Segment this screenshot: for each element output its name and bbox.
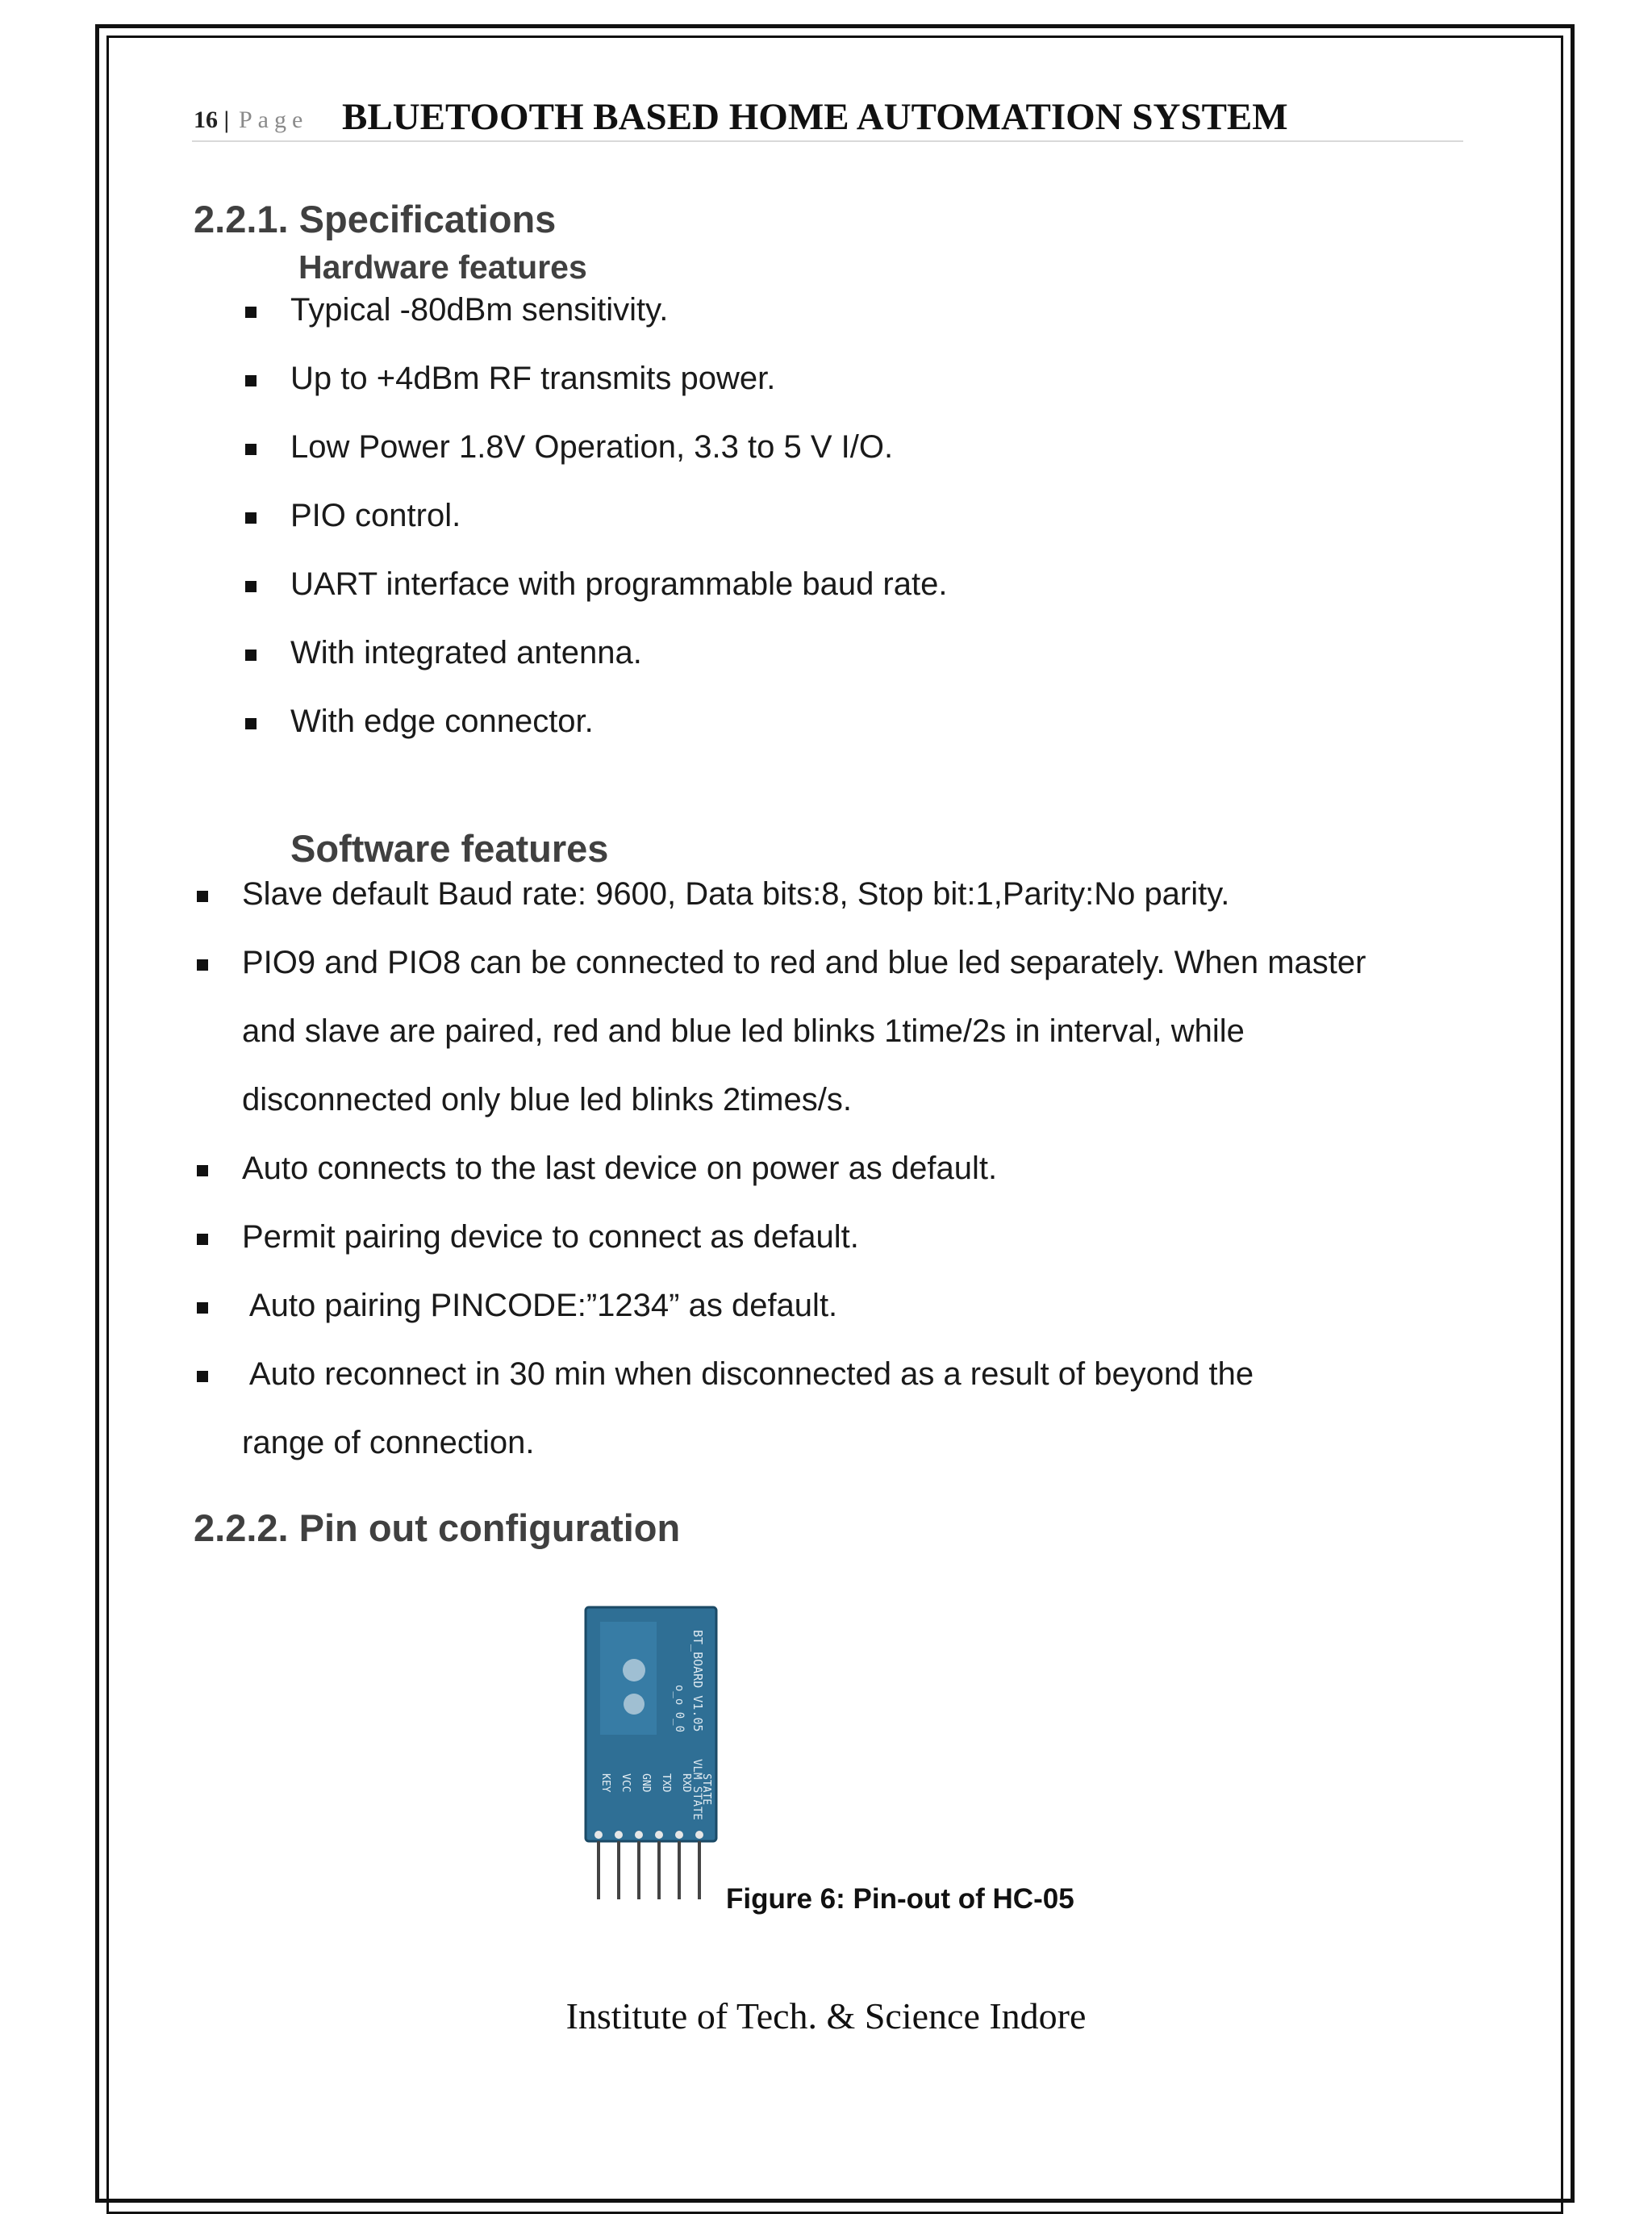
software-feature-text: Auto pairing PINCODE:”1234” as default. (242, 1288, 838, 1323)
hardware-features-heading: Hardware features (298, 249, 587, 286)
section-heading-specifications: 2.2.1. Specifications (194, 198, 557, 240)
bullet-icon (245, 650, 257, 661)
bullet-icon (197, 1165, 208, 1176)
board-label-right: VLM STATE (690, 1759, 703, 1820)
bullet-icon (245, 718, 257, 729)
page-label: Page (239, 107, 309, 133)
software-feature-text: Permit pairing device to connect as default. (242, 1219, 859, 1255)
pin-label: RXD (680, 1773, 692, 1793)
software-feature-text: and slave are paired, red and blue led blinks 1time/2s in interval, while (242, 1013, 1245, 1049)
pin-pad (615, 1831, 623, 1839)
bullet-icon (197, 1302, 208, 1314)
header-pin (597, 1841, 600, 1899)
hc05-module-image (581, 1598, 726, 1907)
software-features-heading: Software features (290, 827, 609, 870)
pin-pad (675, 1831, 683, 1839)
software-feature-text: disconnected only blue led blinks 2times/s. (242, 1082, 852, 1117)
board-label-mid: o_o 0_0 (673, 1685, 686, 1733)
hardware-feature-text: PIO control. (290, 498, 461, 533)
hardware-feature-text: Up to +4dBm RF transmits power. (290, 361, 776, 396)
software-feature-text: PIO9 and PIO8 can be connected to red and blue led separately. When master (242, 945, 1366, 980)
pin-label: TXD (660, 1773, 672, 1793)
bullet-icon (197, 959, 208, 971)
software-feature-text: Auto reconnect in 30 min when disconnected as a result of beyond the (242, 1356, 1254, 1392)
header-pin (657, 1841, 661, 1899)
hardware-feature-text: Low Power 1.8V Operation, 3.3 to 5 V I/O. (290, 429, 894, 465)
page-footer: Institute of Tech. & Science Indore (565, 1995, 1087, 2036)
figure-caption: Figure 6: Pin-out of HC-05 (726, 1883, 1074, 1915)
ce-mark-icon (624, 1694, 645, 1715)
software-feature-text: Slave default Baud rate: 9600, Data bits:8, Stop bit:1,Parity:No parity. (242, 876, 1230, 912)
hardware-feature-text: With integrated antenna. (290, 635, 642, 670)
header-pin (678, 1841, 681, 1899)
page-header (192, 90, 1463, 142)
header-pin (637, 1841, 640, 1899)
recycle-icon (623, 1659, 645, 1681)
section-heading-pinout: 2.2.2. Pin out configuration (194, 1506, 681, 1549)
header-pin (698, 1841, 701, 1899)
software-feature-text: range of connection. (242, 1425, 535, 1460)
bullet-icon (197, 1234, 208, 1245)
bullet-icon (245, 307, 257, 318)
pin-label: GND (640, 1773, 652, 1793)
document-title: BLUETOOTH BASED HOME AUTOMATION SYSTEM (342, 96, 1288, 138)
bullet-icon (245, 375, 257, 386)
board-label-top: BT_BOARD V1.05 (690, 1630, 705, 1732)
hardware-feature-text: Typical -80dBm sensitivity. (290, 292, 669, 328)
page-number: 16 | (194, 107, 230, 133)
bullet-icon (245, 444, 257, 455)
bullet-icon (197, 1371, 208, 1382)
bullet-icon (245, 581, 257, 592)
pin-pad (594, 1831, 603, 1839)
bullet-icon (245, 512, 257, 524)
bullet-icon (197, 891, 208, 902)
header-pin (617, 1841, 620, 1899)
pin-label: KEY (599, 1773, 611, 1793)
hardware-feature-text: UART interface with programmable baud rate. (290, 566, 948, 602)
pin-pad (655, 1831, 663, 1839)
pin-pad (695, 1831, 703, 1839)
hardware-feature-text: With edge connector. (290, 704, 594, 739)
pin-label: VCC (620, 1773, 632, 1793)
pin-pad (635, 1831, 643, 1839)
software-feature-text: Auto connects to the last device on power as default. (242, 1151, 998, 1186)
pin-label: STATE (700, 1773, 712, 1806)
